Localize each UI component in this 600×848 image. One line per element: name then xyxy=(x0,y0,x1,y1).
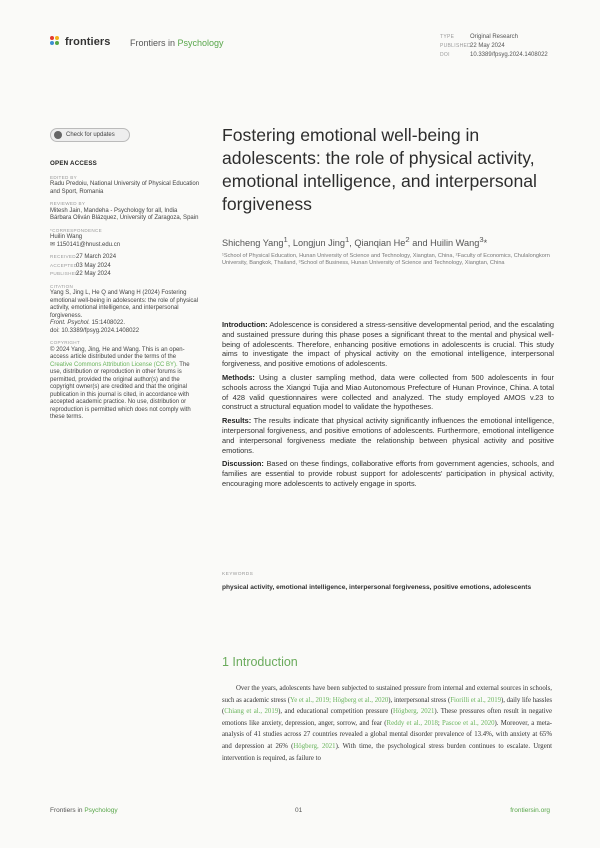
citation-link[interactable]: Högberg, 2021 xyxy=(293,742,336,750)
citation-link[interactable]: Pascoe et al., 2020 xyxy=(442,719,495,727)
article-meta xyxy=(440,33,548,60)
abstract-text: The results indicate that physical activity significantly influences the emotional intelligence, interpersonal forgiveness, and positive emotions of adolescents. Furthermore, emotional intelligence and interpersonal forgiveness mediate the relationship between physical activity and positive emotions. xyxy=(222,416,554,455)
abstract-methods xyxy=(222,373,554,412)
correspondence-label: *CORRESPONDENCE xyxy=(50,227,102,233)
reviewer-2: Bárbara Oliván Blázquez, University of Zaragoza, Spain xyxy=(50,215,199,221)
citation-text: Yang S, Jing L, He Q and Wang H (2024) Fostering emotional well-being in adolescents: the role of physical activity, emotional intelligence, and interpersonal forgiveness. xyxy=(50,290,199,319)
intro-text: ), daily life hassles ( xyxy=(222,696,552,716)
abstract-text: Based on these findings, collaborative efforts from government agencies, schools, and families are essential to provide robust support for adolescents' participation in physical activity, encouraging more adolescents to actively engage in sports. xyxy=(222,459,554,488)
abstract-discussion xyxy=(222,459,554,488)
abstract-label: Discussion: xyxy=(222,459,264,469)
footer-journal-prefix: Frontiers in xyxy=(50,807,83,814)
intro-text: Over the years, adolescents have been subjected to sustained pressure from internal and external sources in schools, such as academic stress ( xyxy=(222,685,552,704)
intro-text: ). Moreover, a meta-analysis of 41 studies across 27 countries revealed a global mental disorder prevalence of 13.4%, with anxiety at 65% and depression at 26% ( xyxy=(222,719,552,750)
meta-type xyxy=(440,33,548,42)
keywords-label: KEYWORDS xyxy=(222,572,254,577)
received-date: 27 March 2024 xyxy=(76,254,117,260)
published-label: PUBLISHED xyxy=(50,271,79,276)
copyright-text xyxy=(50,347,200,422)
footer-journal[interactable] xyxy=(50,807,118,814)
affiliations: ¹School of Physical Education, Hunan University of Science and Technology, Xiangtan, China, ²Faculty of Economics, Chulalongkorn University, Bangkok, Thailand, ³School of Business, Hunan University of Science and Technology, Xiangtan, China xyxy=(222,253,550,266)
footer-website-link[interactable]: frontiersin.org xyxy=(510,807,550,814)
citation-link[interactable]: Högberg, 2021 xyxy=(392,708,435,716)
check-updates-icon xyxy=(54,131,62,139)
correspondence-email[interactable]: ✉ 1150141@hnust.edu.cn xyxy=(50,241,121,248)
open-access-label: OPEN ACCESS xyxy=(50,160,98,167)
meta-published-value: 22 May 2024 xyxy=(470,43,505,49)
citation-volume: 15:1408022. xyxy=(90,320,126,326)
journal-name-prefix: Frontiers in xyxy=(130,38,176,48)
abstract-text: Using a cluster sampling method, data were collected from 500 adolescents in four schools across the Xiangxi Tujia and Miao Autonomous Prefecture of Hunan Province, China. A total of 428 valid questionnaires were collected and analyzed. The study employed AMOS v.23 to construct a structural equation model to validate the hypotheses. xyxy=(222,372,555,412)
citation-label: CITATION xyxy=(50,283,74,289)
citation-journal: Front. Psychol. xyxy=(50,320,91,326)
intro-text: ), and educational competition pressure ( xyxy=(278,708,393,716)
reviewed-by-label: REVIEWED BY xyxy=(50,201,86,206)
check-updates-label: Check for updates xyxy=(66,132,115,138)
accepted-label: ACCEPTED xyxy=(50,262,78,268)
published-date: 22 May 2024 xyxy=(76,271,111,277)
keywords: physical activity, emotional intelligence, interpersonal forgiveness, positive emotions, adolescents xyxy=(222,584,532,591)
footer-journal-suffix: Psychology xyxy=(84,807,118,814)
meta-published-label: PUBLISHED xyxy=(440,43,472,49)
accepted-date: 03 May 2024 xyxy=(76,262,111,269)
abstract-text: Adolescence is considered a stress-sensitive developmental period, and the escalating and sustained pressure during this phase poses a significant threat to the mental and physical well-being of adolescents. Therefore, enhancing positive emotions in adolescents is crucial. This study aims to investigate the impact of physical activity on the emotional intelligence, interpersonal forgiveness, and positive emotions of adolescents. xyxy=(222,320,554,369)
author-name[interactable]: Qianqian He xyxy=(354,238,406,249)
edited-by-label: EDITED BY xyxy=(50,174,77,180)
introduction-text xyxy=(222,683,552,764)
author-name[interactable]: Huilin Wang xyxy=(430,238,480,249)
meta-published xyxy=(440,42,548,51)
meta-type-label: TYPE xyxy=(440,34,455,40)
abstract-label: Methods: xyxy=(222,372,255,382)
frontiers-logo[interactable] xyxy=(50,36,111,48)
citation-link[interactable]: Reddy et al., 2018 xyxy=(386,719,438,727)
cc-by-license-link[interactable]: Creative Commons Attribution License (CC BY). xyxy=(50,361,178,368)
received-label: RECEIVED xyxy=(50,254,76,259)
meta-doi-value[interactable]: 10.3389/fpsyg.2024.1408022 xyxy=(470,52,548,58)
copyright-text-start: © 2024 Yang, Jing, He and Wang. This is an open-access article distributed under the terms of the xyxy=(50,346,185,360)
meta-doi xyxy=(440,51,548,60)
copyright-text-end: The use, distribution or reproduction in other forums is permitted, provided the original author(s) and the copyright owner(s) are credited and that the original publication in this journal is cited, in accordance with accepted academic practice. No use, distribution or reproduction is permitted which does not comply with these terms. xyxy=(50,361,191,420)
abstract-results xyxy=(222,416,554,455)
meta-type-value: Original Research xyxy=(470,34,519,40)
citation-link[interactable]: Chiang et al., 2019 xyxy=(224,708,279,716)
author-name[interactable]: Longjun Jing xyxy=(292,238,345,249)
left-sidebar xyxy=(50,160,200,422)
citation-doi[interactable]: doi: 10.3389/fpsyg.2024.1408022 xyxy=(50,327,140,334)
abstract-label: Results: xyxy=(222,416,252,426)
intro-text: ; xyxy=(437,719,443,727)
author-name[interactable]: Shicheng Yang xyxy=(222,238,284,249)
article-dates xyxy=(50,253,200,279)
meta-doi-label: DOI xyxy=(440,52,450,58)
intro-text: ), interpersonal stress ( xyxy=(388,696,451,704)
citation-link[interactable]: Ye et al., 2019; Högberg et al., 2020 xyxy=(289,696,389,704)
correspondence-name: Huilin Wang xyxy=(50,234,83,240)
frontiers-logo-icon xyxy=(50,36,62,48)
edited-by-value: Radu Predoiu, National University of Physical Education and Sport, Romania xyxy=(50,181,200,195)
reviewer-1: Mitesh Jain, Mandeha - Psychology for all, India xyxy=(50,207,178,214)
abstract xyxy=(222,320,554,493)
article-title: Fostering emotional well-being in adolescents: the role of physical activity, emotional intelligence, and interpersonal forgiveness xyxy=(222,125,537,214)
frontiers-wordmark: frontiers xyxy=(65,36,111,48)
citation-link[interactable]: Fiorilli et al., 2019 xyxy=(450,696,502,704)
abstract-introduction xyxy=(222,320,554,369)
copyright-label: COPYRIGHT xyxy=(50,340,81,345)
author-list: Shicheng Yang$^1$, Longjun Jing$^1$, Qianqian He$^2$ and Huilin Wang$^3$* xyxy=(222,235,488,249)
intro-text: ). These pressures often result in negative emotions like anxiety, depression, anger, sorrow, and fear ( xyxy=(222,708,552,727)
abstract-label: Introduction: xyxy=(222,320,268,329)
journal-name[interactable] xyxy=(130,38,224,48)
page-number: 01 xyxy=(295,807,303,814)
check-for-updates-button[interactable] xyxy=(50,128,130,142)
journal-name-suffix: Psychology xyxy=(177,38,224,48)
intro-text: ). With time, the psychological stress burden continues to escalate. Urgent intervention is required, as failure to xyxy=(222,742,552,762)
section-heading-introduction: 1 Introduction xyxy=(222,655,298,669)
